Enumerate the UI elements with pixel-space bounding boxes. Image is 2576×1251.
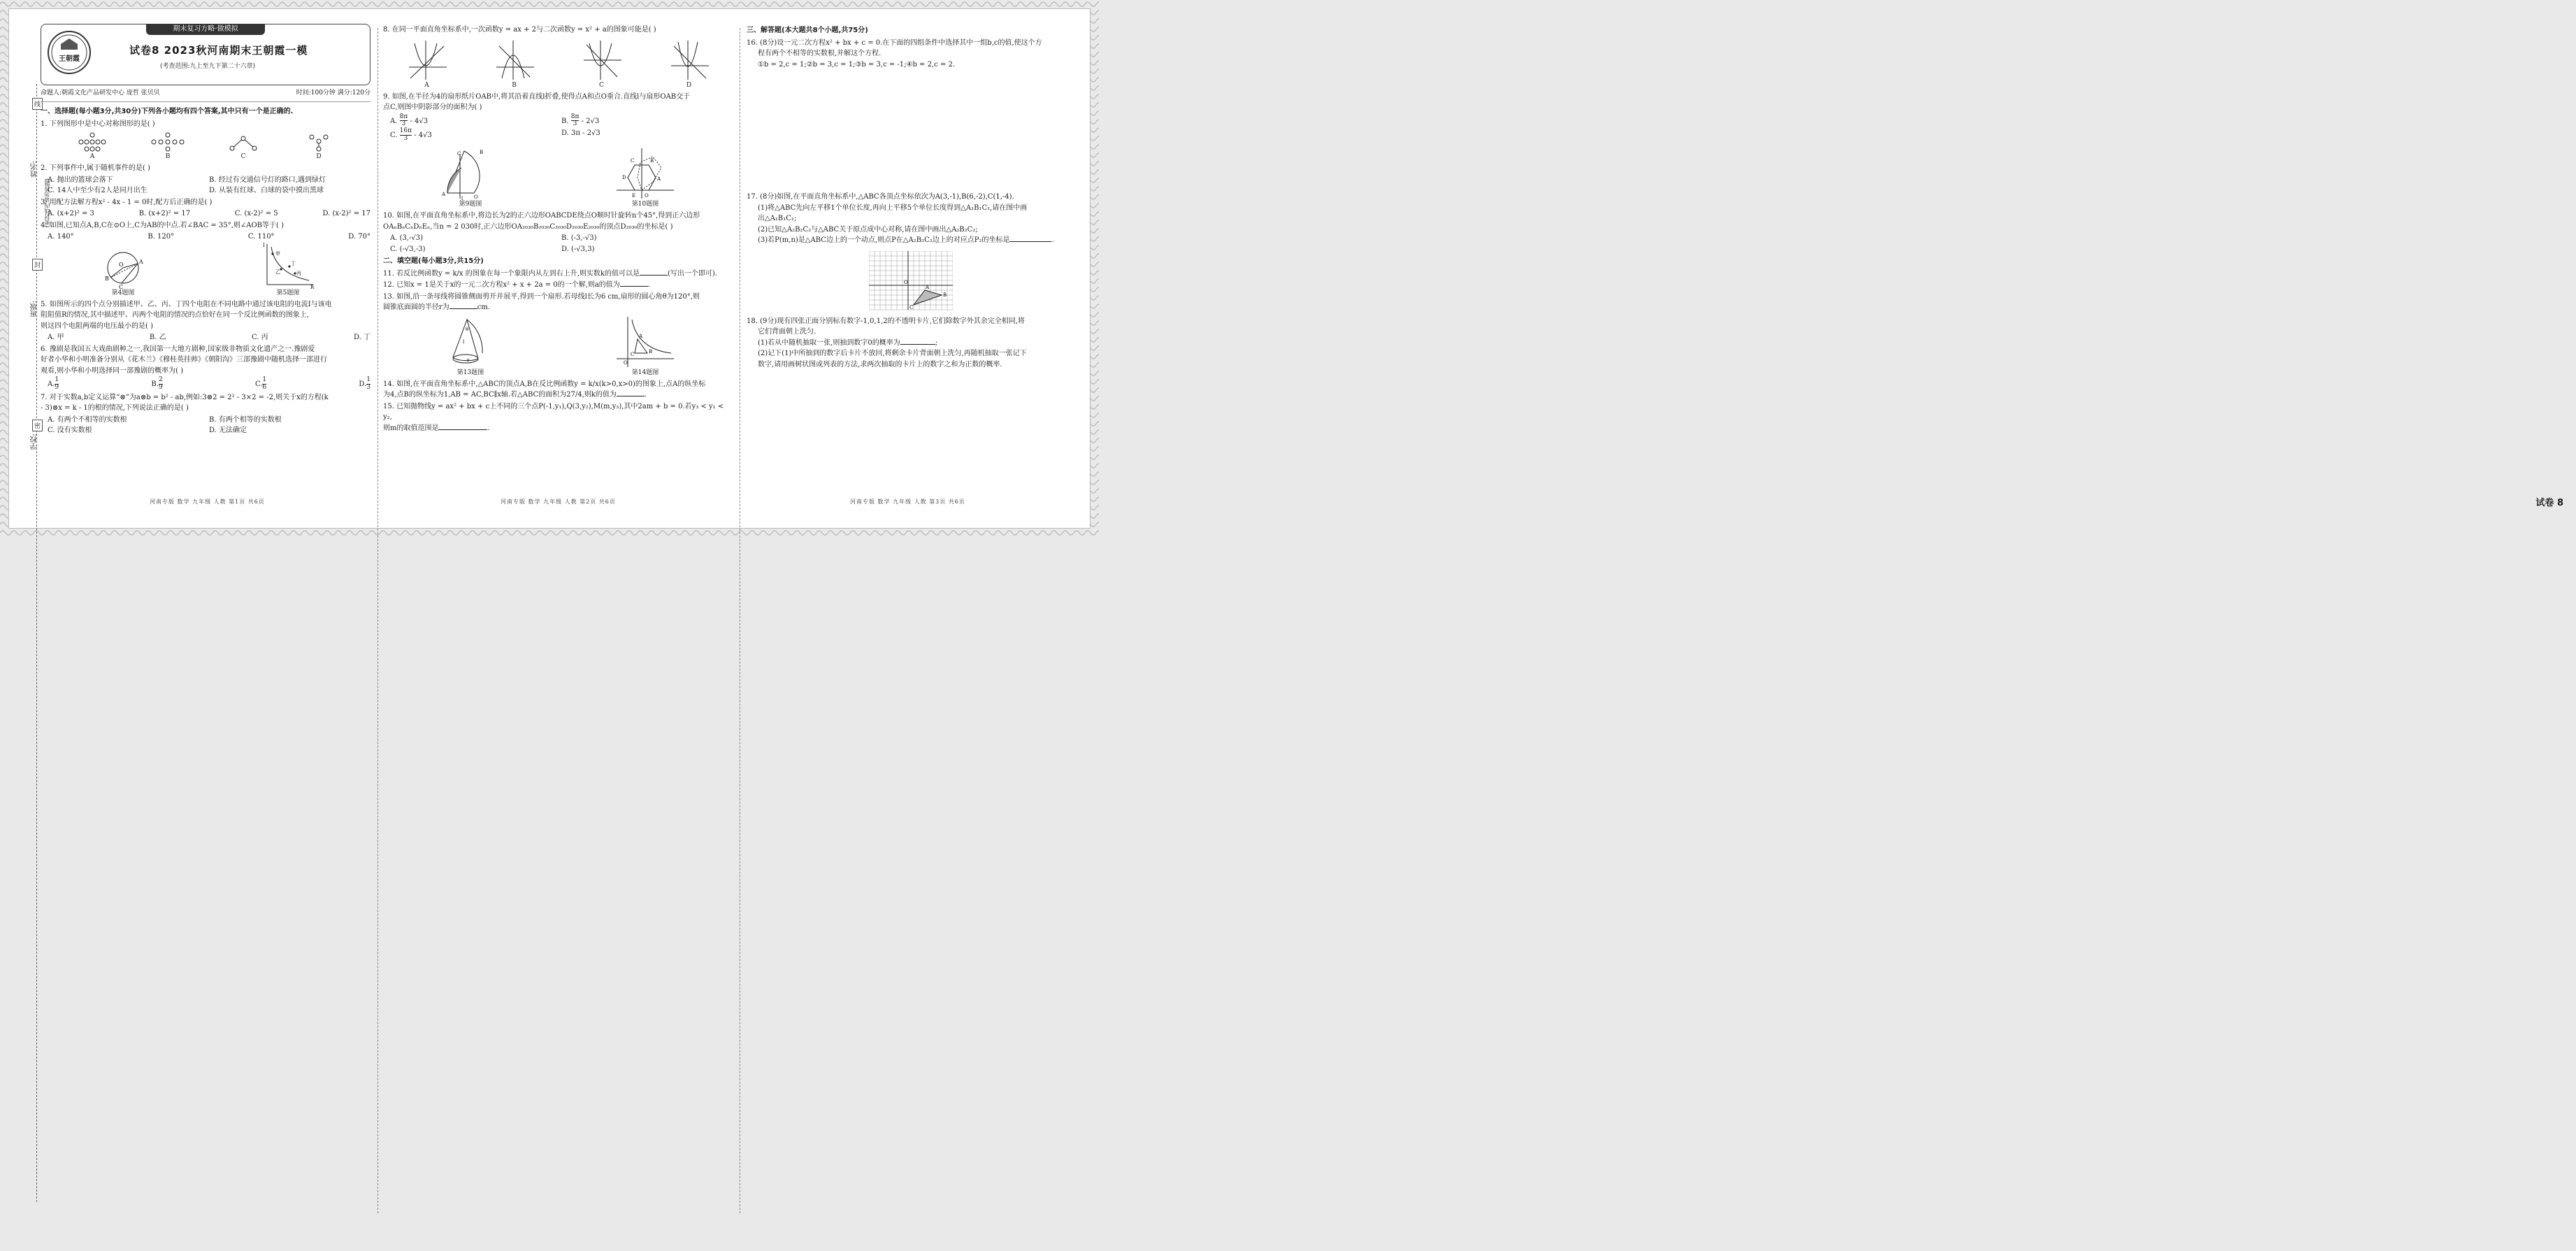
q15-answer-blank (438, 423, 487, 430)
q16-line-1: 16. (8分)设一元二次方程x² + bx + c = 0.在下面的四组条件中选择其中一组b,c的值,使这个方 (747, 38, 1042, 47)
q9-option-c: C. $\frac{16\pi}{3}$ - 4√3 (390, 127, 432, 143)
svg-text:O: O (119, 261, 124, 268)
q1-figure-c-icon (222, 131, 264, 152)
seal-mark-seal: 封 (32, 259, 43, 271)
q4-option-c: C. 110° (247, 233, 275, 241)
svg-text:E: E (632, 193, 636, 199)
q18-line-2: 它们背面朝上洗匀. (758, 328, 816, 336)
svg-text:丙: 丙 (296, 270, 301, 276)
svg-text:丁: 丁 (291, 260, 296, 266)
exam-scope: (考查范围:九上至九下第二十六章) (160, 63, 256, 70)
q9-line-2: 点C,则图中阴影部分的面积为( ) (383, 103, 482, 111)
q6-line-1: 6. 豫剧是我国五大戏曲剧种之一,我国第一大地方剧种,国家级非物质文化遗产之一.豫剧爱 (41, 345, 315, 353)
svg-text:B: B (649, 348, 653, 355)
q18-line-4: (2)记下(1)中所抽到的数字后卡片不放回,将剩余卡片背面朝上洗匀,再随机抽取一张记下 (758, 350, 1027, 357)
section-1-title: 一、选择题(每小题3分,共30分)下列各小题均有四个答案,其中只有一个是正确的. (41, 108, 294, 115)
figure-5-caption: 第5题图 (276, 289, 300, 296)
q8-option-c (581, 39, 623, 91)
seal-note: (密封线内请勿答题) (44, 178, 50, 228)
svg-text:D: D (622, 175, 626, 181)
seal-mark-mi: 密 (32, 420, 43, 431)
q14-answer-blank (617, 389, 645, 396)
q8-label-c: C (599, 81, 604, 89)
question-9 (383, 92, 733, 113)
question-11: 11. 若反比例函数y = k/x 的图象在每一个象限内从左到右上升,则实数k的值可以是 (写出一个即可). (383, 269, 717, 278)
q4-q5-figures (41, 243, 370, 299)
q1-figure-d-icon (298, 131, 340, 152)
q9-option-d: D. 3π - 2√3 (561, 129, 600, 138)
svg-text:A: A (139, 258, 143, 265)
q10-line-1: 10. 如图,在平面直角坐标系中,将边长为2的正六边形OABCDE绕点O顺时针旋转n个45°,得到正六边形 (383, 212, 700, 220)
question-13: 13. 如图,沿一条母线将圆锥侧面剪开并展平,得到一个扇形.若母线l长为6 cm,扇形的圆心角θ为120°,则 圆锥底面圆的半径r为 cm. (383, 292, 733, 313)
brand-logo-icon (45, 29, 93, 76)
svg-text:l: l (461, 196, 463, 201)
cone-net-icon (439, 315, 502, 369)
q4-option-a: A. 140° (48, 233, 74, 241)
column-divider (377, 28, 378, 1213)
question-4: 4. 如图,已知点A,B,C在⊙O上,C为AB的中点.若∠BAC = 35°,则∠AOB等于( ) (41, 221, 285, 229)
q8-option-d (668, 39, 710, 91)
question-16 (747, 38, 1075, 71)
exam-title: 试卷8 2023秋河南期末王朝霞一模 (129, 44, 308, 57)
question-3: 3. 用配方法解方程x² - 4x - 1 = 0时,配方后正确的是( ) (41, 198, 213, 206)
figure-13-caption: 第13题图 (456, 369, 484, 376)
q18-line-3: (1)若从中随机抽取一张,则抽到数字0的概率为 (758, 338, 900, 347)
column-3 (747, 24, 1075, 1219)
q16-line-2: 程有两个不相等的实数根,并解这个方程. (758, 50, 882, 57)
svg-text:C: C (631, 158, 635, 164)
q8-graph-b-icon (494, 39, 535, 81)
question-14: 14. 如图,在平面直角坐标系中,△ABC的顶点A,B在反比例函数y = k/x(k>0,x>0)的图象上,点A的纵坐标 为4,点B的纵坐标为1,AB = AC,BC∥x轴.若△ABC的面积为27/4,则k的值为 . (383, 379, 733, 401)
q6-option-a: A. $\frac{1}{9}$ (48, 376, 59, 391)
q4-option-b: B. 120° (147, 233, 175, 241)
question-17: 17. (8分)如图,在平面直角坐标系中,△ABC各顶点坐标依次为A(3,-1),B(6,-2),C(1,-4). (1)将△ABC先向左平移1个单位长度,再向上平移5个单位长度得到△A₁B₁C₁,请在图中画 出△A₁B₁C₁; (2)已知△A₂B₂C₂与△ABC关于原点成中心对称,请在图中画出△A₂B₂C₂; (3)若P(m,n)是△ABC边上的一个动点,则点P在△A₂B₂C₂边上的对应点P₂的坐标是 . (747, 192, 1075, 246)
question-8: 8. 在同一平面直角坐标系中,一次函数y = ax + 2与二次函数y = x² + a的图象可能是( ) (383, 26, 656, 34)
q1-option-a (71, 131, 113, 162)
column-2 (383, 24, 733, 1219)
column-1 (41, 24, 370, 1219)
q9-option-b: B. $\frac{8\pi}{3}$ - 2√3 (561, 113, 600, 128)
q17-line-1: 17. (8分)如图,在平面直角坐标系中,△ABC各顶点坐标依次为A(3,-1),B(6,-2),C(1,-4). (747, 193, 1014, 201)
header-banner: 期末复习方略·做模拟 (146, 24, 265, 35)
exam-meta (41, 85, 370, 102)
q17-line-3: 出△A₁B₁C₁; (758, 215, 797, 222)
q2-option-a: A. 抛出的篮球会落下 (48, 176, 113, 184)
figure-14 (614, 315, 677, 378)
footer-page-2: 河南专版 数学 九年级 人教 第2页 共6页 (501, 499, 616, 505)
sector-fold-icon (439, 147, 502, 200)
figure-4-caption: 第4题图 (111, 289, 135, 296)
q18-answer-blank (900, 338, 935, 345)
svg-text:r: r (467, 357, 470, 363)
q1-figures (41, 130, 370, 162)
hexagon-rotation-icon (614, 147, 677, 200)
q13-q14-figures (383, 314, 733, 378)
q7-option-c: C. 没有实数根 (48, 427, 92, 435)
question-12: 12. 已知x = 1是关于x的一元二次方程x² + x + 2a = 0的一个解,则a的值为 . (383, 281, 650, 289)
binding-strip (13, 84, 50, 1209)
q14-line-1: 14. 如图,在平面直角坐标系中,△ABC的顶点A,B在反比例函数y = k/x(k>0,x>0)的图象上,点A的纵坐标 (383, 380, 706, 388)
q1-label-b: B (165, 153, 171, 161)
q5-option-d: D. 丁 (353, 334, 370, 341)
svg-text:l: l (463, 338, 465, 345)
paper-number-badge: 试卷 8 (2535, 498, 2563, 508)
svg-text:乙: 乙 (275, 269, 280, 275)
q10-options (383, 233, 733, 255)
svg-text:C: C (909, 304, 914, 310)
q8-graph-c-icon (581, 39, 623, 81)
q3-option-a: A. (x+2)² = 3 (48, 210, 94, 217)
ir-graph-icon (260, 241, 316, 289)
question-6 (41, 344, 370, 377)
svg-text:B: B (105, 275, 109, 282)
q2-option-d: D. 从装有红球、白球的袋中摸出黑球 (209, 187, 324, 194)
q6-option-c: C. $\frac{1}{6}$ (254, 376, 267, 391)
question-7 (41, 392, 370, 414)
q7-line-1: 7. 对于实数a,b定义运算“⊗”为a⊗b = b² - ab,例如:3⊗2 = 2² - 3×2 = -2,则关于x的方程(k (41, 393, 329, 401)
svg-text:B: B (650, 158, 654, 164)
question-5 (41, 299, 370, 332)
q8-graph-a-icon (406, 39, 448, 81)
inverse-function-triangle-icon (614, 315, 677, 369)
figure-4 (95, 248, 151, 299)
q7-options (41, 415, 370, 436)
exam-editor: 命题人:朝霞文化产品研发中心 庞哲 张贝贝 (41, 89, 160, 96)
q5-line-3: 则这四个电阻两端的电压最小的是( ) (41, 322, 153, 330)
q1-option-c (222, 131, 264, 162)
q5-option-c: C. 丙 (251, 334, 268, 341)
q16-line-3: ①b = 2,c = 1;②b = 3,c = 1;③b = 3,c = -1;④b = 2,c = 2. (758, 60, 956, 69)
svg-text:A: A (639, 333, 643, 339)
q10-option-a: A. (3,-√3) (390, 234, 424, 243)
section-3-title: 三、解答题(本大题共8个小题,共75分) (747, 27, 868, 34)
q3-option-c: C. (x-2)² = 5 (234, 210, 278, 217)
q6-options (41, 377, 370, 392)
q17-grid-figure (747, 247, 1075, 315)
q5-option-a: A. 甲 (48, 334, 64, 341)
q17-line-2: (1)将△ABC先向左平移1个单位长度,再向上平移5个单位长度得到△A₁B₁C₁,请在图中画 (758, 203, 1028, 212)
q8-label-a: A (424, 81, 429, 89)
q3-option-b: B. (x+2)² = 17 (138, 210, 191, 217)
q13-line-1: 13. 如图,沿一条母线将圆锥侧面剪开并展平,得到一个扇形.若母线l长为6 cm,扇形的圆心角θ为120°,则 (383, 292, 700, 301)
exam-time: 时间:100分钟 满分:120分 (296, 89, 370, 96)
class-label: 班级: (31, 301, 38, 317)
q1-label-c: C (240, 153, 246, 161)
footer-page-1: 河南专版 数学 九年级 人教 第1页 共6页 (150, 499, 265, 505)
q13-answer-blank (449, 302, 477, 309)
svg-text:C: C (119, 283, 124, 289)
school-label: 学校: (31, 434, 38, 450)
q18-line-5: 数字,请用画树状图或列表的方法,求两次抽取的卡片上的数字之和为正数的概率. (758, 360, 1002, 369)
q15-line-1: 15. 已知抛物线y = ax² + bx + c上不同的三个点P(-1,y₁),Q(3,y₂),M(m,y₃),其中2am + b = 0.若y₃ < y₁ < y₂, (383, 402, 724, 422)
q6-line-3: 观看,则小华和小明选择同一部豫剧的概率为( ) (41, 366, 184, 375)
q1-option-b (147, 131, 189, 162)
q10-line-2: OAₙBₙCₙDₙEₙ,当n = 2 030时,正六边形OA₂₀₃₀B₂₀₃₀C₂₀₃₀D₂₀₃₀E₂₀₃₀的顶点D₂₀₃₀的坐标是( ) (383, 222, 673, 231)
q17-line-4: (2)已知△A₂B₂C₂与△ABC关于原点成中心对称,请在图中画出△A₂B₂C₂; (758, 225, 978, 234)
q11-answer-blank (640, 269, 668, 276)
svg-text:C: C (631, 351, 635, 357)
question-10 (383, 210, 733, 232)
figure-13 (439, 315, 502, 378)
q1-label-a: A (89, 153, 95, 161)
q5-option-b: B. 乙 (149, 334, 166, 341)
q17-line-5: (3)若P(m,n)是△ABC边上的一个动点,则点P在△A₂B₂C₂边上的对应点P₂的坐标是 (758, 236, 1010, 244)
q18-line-1: 18. (9分)现有四张正面分别标有数字-1,0,1,2的不透明卡片,它们除数字外其余完全相同,将 (747, 317, 1025, 325)
q9-options (383, 114, 733, 143)
footer-page-3: 河南专版 数学 九年级 人教 第3页 共6页 (850, 499, 965, 505)
logo-text: 王朝霞 (59, 55, 80, 63)
section-2-title: 二、填空题(每小题3分,共15分) (383, 257, 484, 266)
svg-text:B: B (480, 150, 484, 156)
q1-label-d: D (316, 153, 322, 161)
figure-9-caption: 第9题图 (459, 201, 482, 208)
q10-option-c: C. (-√3,-3) (390, 245, 426, 253)
svg-text:甲: 甲 (275, 250, 280, 257)
figure-5 (260, 241, 316, 299)
svg-text:A: A (657, 176, 661, 183)
q3-options (41, 208, 370, 220)
svg-text:A: A (926, 284, 930, 290)
q8-figures (383, 36, 733, 91)
q2-options (41, 175, 370, 196)
exam-header (41, 24, 370, 85)
seal-line (36, 84, 37, 1202)
q8-label-d: D (686, 81, 692, 89)
figure-10 (614, 147, 677, 210)
question-2: 2. 下列事件中,属于随机事件的是( ) (41, 164, 150, 172)
q12-answer-blank (620, 280, 648, 287)
q10-option-b: B. (-3,-√3) (561, 234, 597, 243)
question-18: 18. (9分)现有四张正面分别标有数字-1,0,1,2的不透明卡片,它们除数字外其余完全相同,将 它们背面朝上洗匀. (1)若从中随机抽取一张,则抽到数字0的概率为 ; (2)记下(1)中所抽到的数字后卡片不放回,将剩余卡片背面朝上洗匀,再随机抽取一张记下 数字,请用画树状图或列表的方法,求两次抽取的卡片上的数字之和为正数的概率. (747, 316, 1075, 371)
q5-line-1: 5. 如图所示的四个点分别描述甲、乙、丙、丁四个电阻在不同电路中通过该电阻的电流I与该电 (41, 300, 332, 308)
q1-figure-b-icon (147, 131, 189, 152)
question-1: 1. 下列图形中是中心对称图形的是( ) (41, 120, 155, 128)
svg-text:O: O (904, 279, 908, 285)
svg-text:I: I (263, 242, 265, 248)
q5-options (41, 332, 370, 343)
svg-text:O: O (474, 194, 478, 201)
name-label: 姓名: (31, 161, 38, 178)
svg-text:R: R (310, 284, 315, 289)
q9-line-1: 9. 如图,在半径为4的扇形纸片OAB中,将其沿着直线l折叠,使得点A和点O重合.直线l与扇形OAB交于 (383, 92, 691, 101)
q2-option-c: C. 14人中至少有2人是同月出生 (48, 187, 147, 194)
svg-text:A: A (442, 192, 446, 198)
q4-options (41, 231, 370, 243)
q1-option-d (298, 131, 340, 162)
q7-option-b: B. 有两个相等的实数根 (209, 415, 282, 424)
svg-text:B: B (943, 292, 947, 298)
question-15: 15. 已知抛物线y = ax² + bx + c上不同的三个点P(-1,y₁),Q(3,y₂),M(m,y₃),其中2am + b = 0.若y₃ < y₁ < y₂, 则m的取值范围是 . (383, 401, 733, 434)
q10-option-d: D. (-√3,3) (561, 245, 595, 253)
q9-option-a: A. $\frac{8\pi}{3}$ - 4√3 (390, 113, 429, 128)
q7-option-a: A. 有两个不相等的实数根 (48, 415, 127, 424)
svg-text:θ: θ (466, 326, 469, 332)
figure-9 (439, 147, 502, 210)
q8-option-a (406, 39, 448, 91)
q8-label-b: B (512, 81, 517, 89)
coordinate-grid-icon (869, 251, 953, 311)
q17-answer-blank (1009, 235, 1051, 242)
q6-line-2: 好者小华和小明准备分别从《花木兰》《穆桂英挂帅》《朝阳沟》三部豫剧中随机选择一部进行 (41, 356, 327, 364)
q7-option-d: D. 无法确定 (209, 427, 247, 435)
q3-option-d: D. (x-2)² = 17 (322, 210, 370, 217)
q8-option-b (494, 39, 535, 91)
q8-graph-d-icon (668, 39, 710, 81)
circle-diagram-icon (95, 248, 151, 289)
q9-q10-figures (383, 143, 733, 210)
q7-line-2: - 3)⊗x = k - 1的根的情况,下列说法正确的是( ) (41, 404, 189, 413)
q1-figure-a-icon (71, 131, 113, 152)
q6-option-b: B. $\frac{2}{9}$ (151, 376, 163, 391)
q16-answer-space (747, 71, 1075, 191)
seal-mark-line: 线 (32, 98, 43, 110)
svg-text:C: C (457, 151, 461, 157)
q6-option-d: D. $\frac{1}{3}$ (359, 376, 370, 391)
q4-option-d: D. 70° (348, 233, 370, 241)
q5-line-2: 阻阻值R的情况,其中描述甲、丙两个电阻的情况的点恰好在同一个反比例函数的图象上, (41, 311, 309, 319)
figure-10-caption: 第10题图 (631, 201, 659, 208)
svg-text:O: O (624, 359, 628, 366)
svg-text:O: O (645, 193, 649, 199)
q2-option-b: B. 经过有交通信号灯的路口,遇到绿灯 (209, 176, 326, 184)
figure-14-caption: 第14题图 (631, 369, 659, 376)
